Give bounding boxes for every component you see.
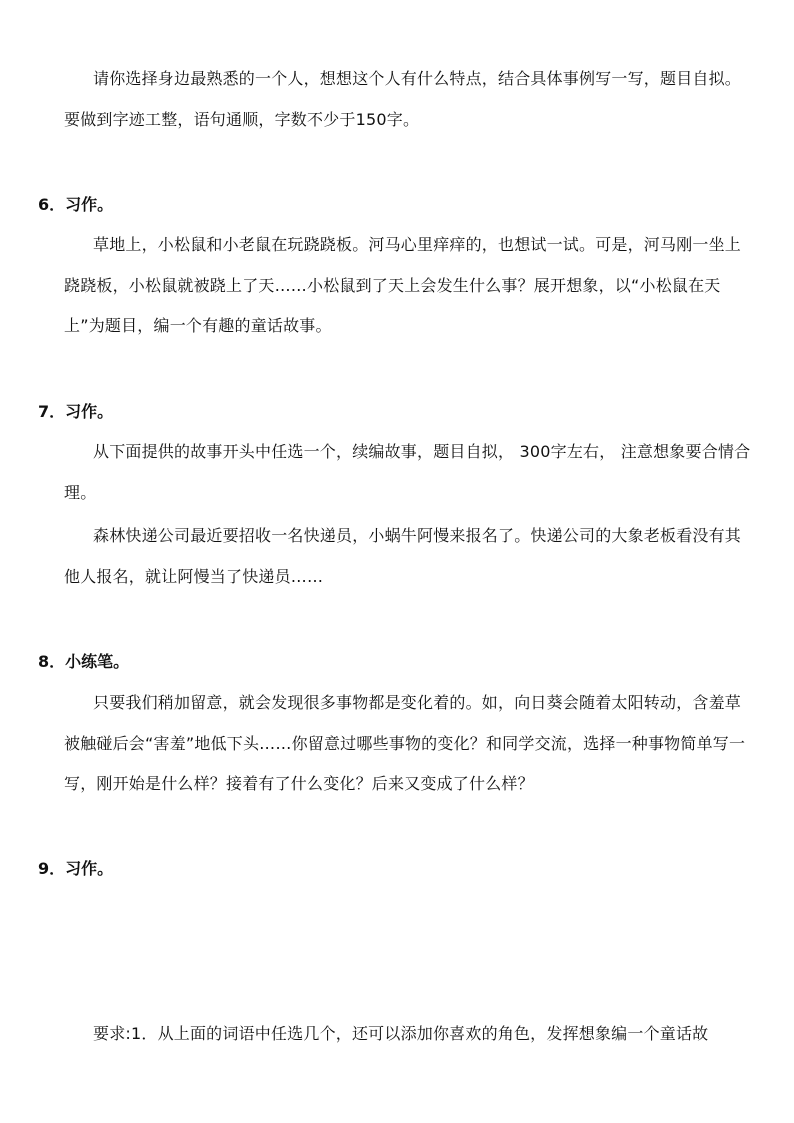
intro-paragraph: 请你选择身边最熟悉的一个人，想想这个人有什么特点，结合具体事例写一写，题目自拟。要做到字迹工整，语句通顺，字数不少于150字。 bbox=[64, 69, 742, 129]
question-8-paragraph: 只要我们稍加留意，就会发现很多事物都是变化着的。如，向日葵会随着太阳转动，含羞草被触碰后会“害羞”地低下头……你留意过哪些事物的变化？和同学交流，选择一种事物简单写一写，刚开始是什么样？接着有了什么变化？后来又变成了什么样？ bbox=[64, 693, 746, 793]
question-6-heading: 6．习作。 bbox=[38, 195, 114, 214]
question-7-story-paragraph: 森林快递公司最近要招收一名快递员，小蜗牛阿慢来报名了。快递公司的大象老板看没有其他人报名，就让阿慢当了快递员…… bbox=[64, 526, 742, 586]
question-9-requirement: 要求:1．从上面的词语中任选几个，还可以添加你喜欢的角色，发挥想象编一个童话故 bbox=[93, 1024, 709, 1043]
question-7-heading: 7．习作。 bbox=[38, 402, 114, 421]
question-6-paragraph: 草地上，小松鼠和小老鼠在玩跷跷板。河马心里痒痒的，也想试一试。可是，河马刚一坐上跷跷板，小松鼠就被跷上了天……小松鼠到了天上会发生什么事？展开想象，以“小松鼠在天上”为题目，编一个有趣的童话故事。 bbox=[64, 235, 742, 335]
question-8-heading: 8．小练笔。 bbox=[38, 652, 130, 671]
question-9-heading: 9．习作。 bbox=[38, 859, 114, 878]
question-7-paragraph: 从下面提供的故事开头中任选一个，续编故事，题目自拟， 300字左右， 注意想象要合情合理。 bbox=[64, 442, 751, 502]
